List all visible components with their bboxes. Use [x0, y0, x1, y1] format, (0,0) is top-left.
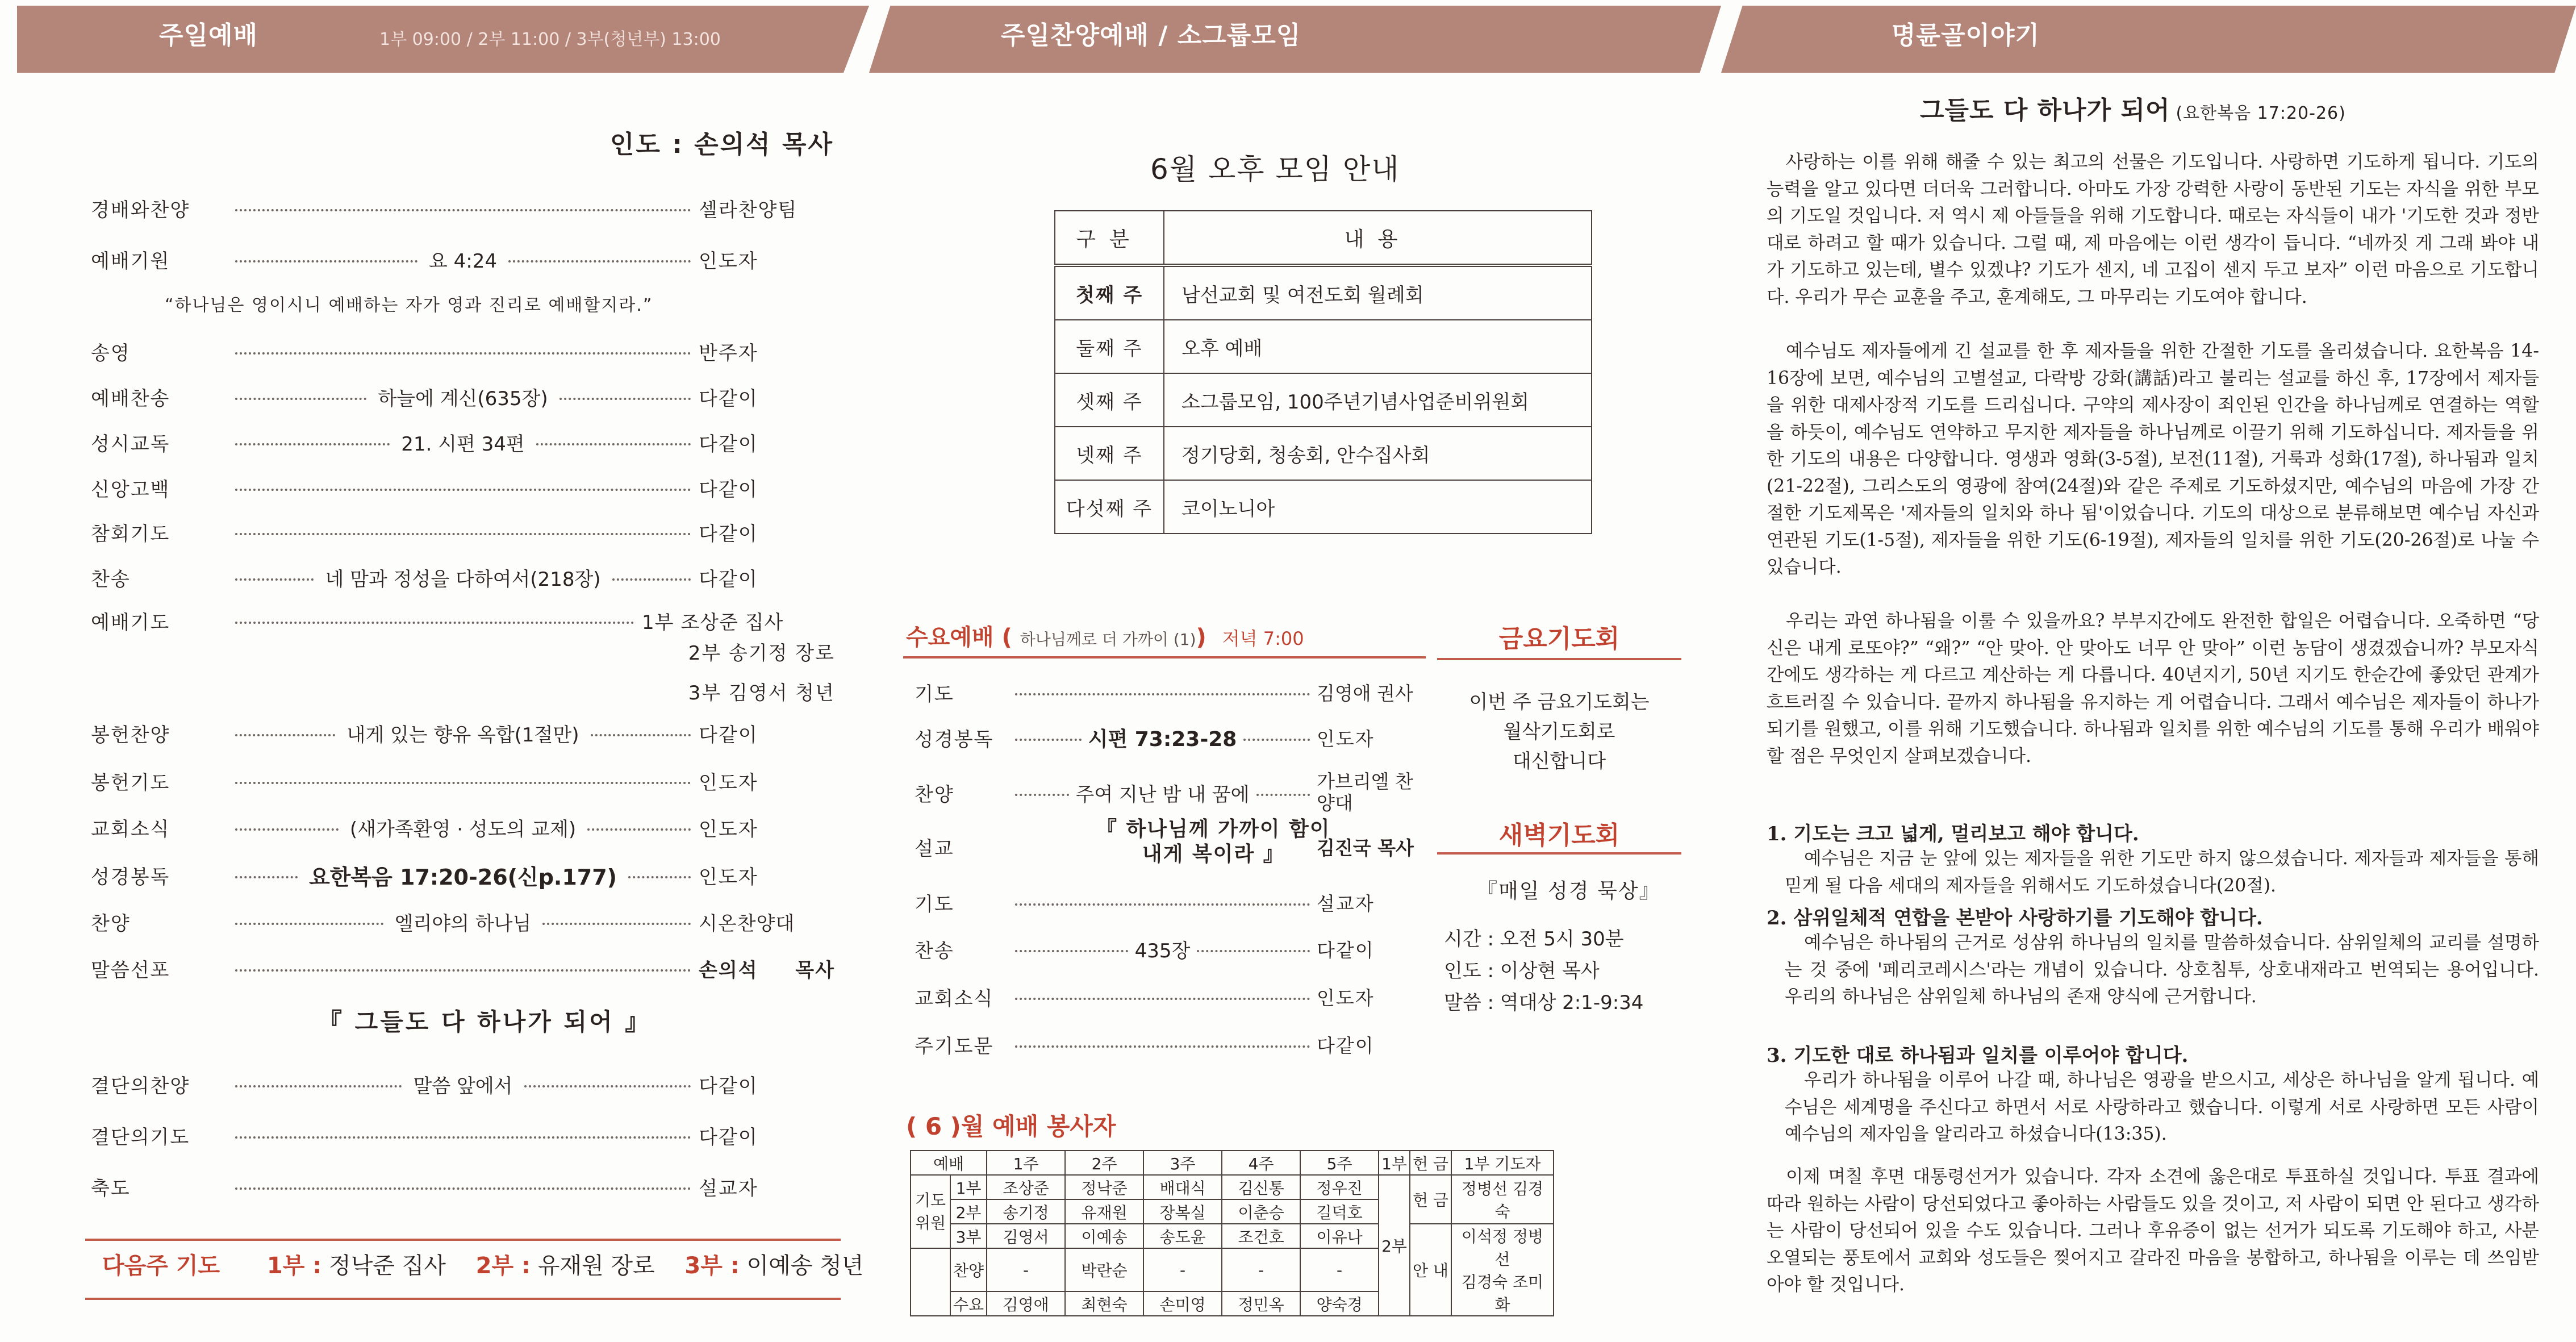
order-row: [91, 907, 835, 936]
vol-service: 1부: [950, 1175, 987, 1199]
sunday-worship-panel: [0, 0, 869, 1342]
vol-name: 손미영: [1143, 1291, 1222, 1316]
dot-leader: [612, 578, 691, 581]
vol-name: 김영애: [987, 1291, 1065, 1316]
order-person: 인도자: [1317, 986, 1375, 1009]
order-content: 말씀 앞에서: [410, 1070, 516, 1098]
order-row: [91, 1172, 835, 1201]
vol-head-cell: 5주: [1300, 1151, 1379, 1175]
dot-leader: [235, 209, 691, 211]
friday-line1: 이번 주 금요기도회는: [1469, 691, 1650, 714]
meeting-content: 소그룹모임, 100주년기념사업준비위원회: [1164, 373, 1592, 427]
order-person: 다같이: [699, 432, 758, 456]
order-person: 다같이: [699, 522, 758, 545]
vol-name: 이유나: [1300, 1224, 1379, 1248]
order-person: 다같이: [1317, 939, 1375, 961]
wed-sermon-line1: 『 하나님께 가까이 함이: [1096, 818, 1331, 841]
order-row: [91, 193, 835, 223]
point-2-heading: 2. 삼위일체적 연합을 본받아 사랑하기를 기도해야 합니다.: [1767, 907, 2263, 930]
meeting-week: 둘째 주: [1055, 320, 1164, 373]
dot-leader: [1015, 794, 1069, 796]
order-row: [91, 382, 835, 411]
meeting-row: [1055, 320, 1592, 373]
order-label: 성경봉독: [915, 728, 994, 751]
dot-leader: [524, 1085, 691, 1087]
vol-service: 수요: [950, 1291, 987, 1316]
vol-name: 이예송: [1065, 1224, 1143, 1248]
vol-name: 길덕호: [1300, 1199, 1379, 1224]
next-week-prayer: [102, 1248, 863, 1280]
dawn-time: 시간 : 오전 5시 30분: [1444, 928, 1624, 951]
vol-service: 찬양: [950, 1248, 987, 1291]
order-content: 하늘에 계신(635장): [374, 383, 551, 411]
evening-worship-panel: [869, 0, 1721, 1342]
order-content: 21. 시편 34편: [398, 428, 528, 456]
meeting-content: 정기당회, 청송회, 안수집사회: [1164, 427, 1592, 480]
order-label: 예배찬송: [91, 387, 170, 410]
dot-leader: [235, 923, 383, 925]
vol-name: -: [1222, 1248, 1300, 1291]
dot-leader: [1015, 739, 1082, 741]
dot-leader: [1015, 903, 1310, 906]
order-label: 참회기도: [91, 522, 170, 545]
order-person: 다같이: [1317, 1034, 1375, 1057]
usher-line2: 김경숙 조미화: [1461, 1273, 1544, 1314]
vol-name: 김신통: [1222, 1175, 1300, 1199]
order-label: 결단의찬양: [91, 1074, 190, 1098]
order-person: 시온찬양대: [699, 912, 795, 935]
order-row: [91, 812, 835, 842]
order-row: [91, 1069, 835, 1099]
usher-line1: 이석정 정병선: [1461, 1227, 1544, 1269]
vol-name: 장복실: [1143, 1199, 1222, 1224]
dawn-leader: 인도 : 이상현 목사: [1444, 960, 1600, 982]
meeting-row: [1055, 480, 1592, 534]
prayer-2bu: 2부 송기정 장로: [688, 642, 835, 665]
meeting-content: 코이노니아: [1164, 480, 1592, 534]
dot-leader: [235, 1085, 402, 1087]
vol-head-cell: 1부 기도자: [1451, 1151, 1554, 1175]
order-row: [91, 473, 835, 502]
order-content: 내게 있는 향유 옥합(1절만): [343, 719, 582, 747]
order-label: 찬송: [91, 568, 131, 591]
order-label: 찬양: [91, 912, 131, 935]
order-content: 주여 지난 밤 내 꿈에: [1075, 783, 1250, 806]
dot-leader: [235, 260, 417, 262]
vol-service: 3부: [950, 1224, 987, 1248]
vol-usher-names: [1451, 1224, 1554, 1316]
dot-leader: [542, 923, 691, 925]
order-person: 다같이: [699, 568, 758, 591]
vol-name: 박란순: [1065, 1248, 1143, 1291]
order-person: 셀라찬양팀: [699, 198, 798, 222]
order-label: 송영: [91, 341, 131, 365]
vol-name: -: [1300, 1248, 1379, 1291]
order-row: [91, 336, 835, 366]
order-content: 435장: [1134, 939, 1191, 962]
tag-1bu: 1부 :: [266, 1253, 322, 1279]
name-1bu: 정낙준 집사: [328, 1253, 446, 1279]
order-person: 다같이: [699, 1126, 758, 1149]
order-label: 봉헌기도: [91, 771, 170, 794]
order-person: 인도자: [699, 249, 758, 273]
order-row: [915, 722, 1414, 753]
vol-name: 최현숙: [1065, 1291, 1143, 1316]
next-heading: 다음주 기도: [102, 1253, 220, 1279]
order-row: [915, 886, 1414, 918]
friday-line3: 대신합니다: [1512, 750, 1606, 773]
dot-leader: [235, 443, 390, 445]
wed-sermon-title: [1096, 817, 1331, 867]
dot-leader: [1256, 794, 1310, 796]
divider: [85, 1298, 841, 1300]
dot-leader: [235, 969, 691, 972]
order-person: 인도자: [1317, 727, 1375, 750]
meeting-week: 첫째 주: [1055, 265, 1164, 320]
dot-leader: [235, 352, 691, 355]
order-label: 설교: [915, 837, 954, 860]
dot-leader: [235, 734, 335, 736]
order-person: 설교자: [699, 1177, 758, 1200]
dot-leader: [235, 876, 298, 878]
order-person: 다같이: [699, 723, 758, 747]
dot-leader: [587, 828, 691, 831]
dot-leader: [628, 876, 691, 878]
meeting-week: 셋째 주: [1055, 373, 1164, 427]
order-row: [915, 981, 1414, 1012]
panel-title: 명륜골이야기: [1892, 21, 2040, 50]
order-row: [915, 676, 1414, 708]
col-content: 내용: [1164, 211, 1592, 265]
divider: [1437, 852, 1681, 855]
order-row: [91, 1120, 835, 1150]
vol-2bu: 2부: [1379, 1175, 1410, 1316]
name-2bu: 유재원 장로: [537, 1253, 655, 1279]
meeting-title: 6월 오후 모임 안내: [1150, 153, 1400, 186]
vol-name: -: [1143, 1248, 1222, 1291]
order-person: 다같이: [699, 1074, 758, 1098]
order-row: [91, 517, 835, 547]
order-label: 예배기원: [91, 249, 170, 273]
order-label: 찬송: [915, 939, 954, 962]
order-label: 축도: [91, 1177, 131, 1200]
order-row: [91, 953, 835, 983]
order-person: 김영애 권사: [1317, 682, 1413, 705]
vol-service: 2부: [950, 1199, 987, 1224]
vol-head-cell: 1부: [1379, 1151, 1410, 1175]
vol-name: 정민옥: [1222, 1291, 1300, 1316]
vol-head-cell: 2주: [1065, 1151, 1143, 1175]
order-content: 네 맘과 정성을 다하여서(218장): [322, 564, 604, 591]
vol-name: 김영서: [987, 1224, 1065, 1248]
order-person: 인도자: [699, 818, 758, 841]
article-title: [1920, 90, 2346, 126]
order-content: 시편 73:23-28: [1088, 727, 1237, 751]
vol-head-cell: 4주: [1222, 1151, 1300, 1175]
dot-leader: [235, 489, 691, 491]
dawn-scripture: 말씀 : 역대상 2:1-9:34: [1444, 991, 1644, 1014]
paragraph-3: 우리는 과연 하나됨을 이룰 수 있을까요? 부부지간에도 완전한 합일은 어렵습니다. 오죽하면 “당신은 내게 로또야?” “왜?” “안 맞아. 안 맞아도 너무 안 맞아” 이런 농담이 생겼겠습니까? 부모자식간에도 생각하는 게 다르고 계산하는 게 다릅니다. 40년지기, 50년 지기도 한순간에 좋았던 관계가 흐트러질 수 있습니다. 끝까지 하나됨을 유지하는 게 어렵습니다. 그래서 예수님은 제자들이 하나가 되기를 원했고, 이를 위해 기도했습니다. 하나됨과 일치를 위한 예수님의 기도를 통해 우리가 배워야 할 점은 무엇인지 살펴보겠습니다.: [1767, 611, 2539, 766]
wed-close: ): [1196, 624, 1206, 651]
meeting-row: [1055, 427, 1592, 480]
order-person: 가브리엘 찬양대: [1317, 770, 1413, 814]
dot-leader: [591, 734, 691, 736]
worship-leader: 인도 : 손의석 목사: [609, 130, 834, 159]
order-content: 엘리야의 하나님: [391, 908, 535, 936]
vol-name: 배대식: [1143, 1175, 1222, 1199]
order-person: 인도자: [699, 865, 758, 889]
vol-group-blank: [911, 1248, 950, 1316]
point-1-body: 예수님은 지금 눈 앞에 있는 제자들을 위한 기도만 하지 않으셨습니다. 제자들과 제자들을 통해 믿게 될 다음 세대의 제자들을 위해서도 기도하셨습니다(20절).: [1785, 848, 2539, 896]
dot-leader: [1015, 1045, 1310, 1048]
point-3-heading: 3. 기도한 대로 하나됨과 일치를 이루어야 합니다.: [1767, 1044, 2189, 1067]
vol-offering-label: 헌 금: [1410, 1175, 1451, 1224]
volunteer-table: [910, 1150, 1554, 1316]
panel-title: 주일찬양예배 / 소그룹모임: [1001, 21, 1301, 50]
vol-name: 이춘승: [1222, 1199, 1300, 1224]
order-person: 반주자: [699, 341, 758, 365]
vol-name: -: [987, 1248, 1065, 1291]
divider: [903, 656, 1426, 659]
dawn-title: 새벽기도회: [1498, 821, 1620, 850]
order-label: 결단의기도: [91, 1126, 190, 1149]
order-label: 찬양: [915, 783, 954, 806]
dot-leader: [235, 533, 691, 535]
dot-leader: [560, 398, 691, 400]
divider: [1437, 658, 1681, 660]
wed-label: 수요예배 (: [906, 624, 1012, 651]
vol-name: 정낙준: [1065, 1175, 1143, 1199]
dawn-subtitle: 『매일 성경 묵상』: [1477, 880, 1661, 903]
point-1-heading: 1. 기도는 크고 넓게, 멀리보고 해야 합니다.: [1767, 823, 2139, 845]
vol-head-cell: 3주: [1143, 1151, 1222, 1175]
order-content: 요한복음 17:20-26(신p.177): [306, 860, 620, 891]
order-label: 말씀선포: [91, 958, 170, 982]
order-label: 기도: [915, 893, 954, 916]
wednesday-title: [906, 619, 1304, 652]
vol-name: 유재원: [1065, 1199, 1143, 1224]
order-person: 인도자: [699, 771, 758, 794]
dawn-info: [1444, 923, 1643, 1019]
order-label: 신앙고백: [91, 478, 170, 501]
order-label: 봉헌찬양: [91, 723, 170, 747]
vol-name: 정우진: [1300, 1175, 1379, 1199]
order-row: [915, 933, 1414, 965]
article-heading: 그들도 다 하나가 되어: [1920, 96, 2170, 125]
dot-leader: [1243, 739, 1310, 741]
volunteer-row: [911, 1175, 1554, 1199]
dot-leader: [235, 398, 366, 400]
dot-leader: [235, 828, 339, 831]
order-label: 성시교독: [91, 432, 170, 456]
friday-line2: 월삭기도회로: [1503, 720, 1615, 743]
vol-offering-names: 정병선 김경숙: [1451, 1175, 1554, 1224]
order-row: [91, 244, 835, 274]
vol-name: 송도윤: [1143, 1224, 1222, 1248]
order-label: 주기도문: [915, 1035, 994, 1058]
friday-notice: [1437, 687, 1681, 776]
wed-sermon-line2: 내게 복이라 』: [1142, 843, 1285, 866]
vol-name: 조상준: [987, 1175, 1065, 1199]
meeting-content: 오후 예배: [1164, 320, 1592, 373]
sermon-title: 『 그들도 다 하나가 되어 』: [318, 1008, 652, 1036]
order-person: 다같이: [699, 387, 758, 410]
scripture-quote: “하나님은 영이시니 예배하는 자가 영과 진리로 예배할지라.”: [165, 295, 653, 315]
order-row: [91, 860, 835, 890]
vol-head-cell: 헌 금: [1410, 1151, 1451, 1175]
col-week: 구분: [1055, 211, 1164, 265]
tag-3bu: 3부 :: [684, 1253, 740, 1279]
divider: [85, 1239, 841, 1241]
order-label: 기도: [915, 682, 954, 706]
order-label: 교회소식: [91, 818, 170, 841]
vol-usher-label: 안 내: [1410, 1224, 1451, 1316]
order-row: [915, 770, 1414, 815]
volunteer-row: [911, 1224, 1554, 1248]
dot-leader: [536, 443, 691, 445]
wed-series: 하나님께로 더 가까이 (1): [1020, 630, 1196, 649]
article-reference: (요한복음 17:20-26): [2176, 103, 2346, 123]
vol-name: 양숙경: [1300, 1291, 1379, 1316]
volunteer-header: [911, 1151, 1554, 1175]
wed-time: 저녁 7:00: [1222, 628, 1304, 649]
column-panel: [1721, 0, 2576, 1342]
tag-2bu: 2부 :: [475, 1253, 531, 1279]
vol-name: 조건호: [1222, 1224, 1300, 1248]
service-times: 1부 09:00 / 2부 11:00 / 3부(청년부) 13:00: [379, 30, 721, 49]
dot-leader: [1015, 693, 1310, 695]
order-person: 1부 조상준 집사: [642, 611, 784, 634]
vol-head-cell: 1주: [987, 1151, 1065, 1175]
dot-leader: [235, 622, 634, 624]
order-row: [91, 562, 835, 592]
order-content: (새가족환영 · 성도의 교제): [346, 814, 579, 841]
vol-name: 송기정: [987, 1199, 1065, 1224]
order-row: [91, 766, 835, 795]
meeting-table: [1054, 210, 1592, 534]
dot-leader: [1197, 950, 1310, 952]
dot-leader: [235, 782, 691, 784]
order-row: [91, 606, 835, 635]
meeting-week: 넷째 주: [1055, 427, 1164, 480]
paragraph-4: 이제 며칠 후면 대통령선거가 있습니다. 각자 소견에 옳은대로 투표하실 것입니다. 투표 결과에 따라 원하는 사람이 당선되었다고 좋아하는 사람들도 있을 것이고, 저 사람이 되면 안 된다고 생각하는 사람이 당선되어 있을 수도 있습니다. 그러나 후유증이 없는 선거가 되도록 기도해야 하고, 사분오열되는 풍토에서 교회와 성도들은 찢어지고 갈라진 마음을 봉합하고, 하나됨을 이루는 데 쓰임받아야 할 것입니다.: [1767, 1166, 2539, 1295]
dot-leader: [1015, 998, 1310, 1000]
header-band: [1721, 6, 2576, 73]
vol-group: 기도 위원: [911, 1175, 950, 1248]
order-person: 설교자: [1317, 892, 1375, 915]
order-label: 성경봉독: [91, 865, 170, 889]
dot-leader: [1015, 950, 1128, 952]
dot-leader: [508, 260, 691, 262]
meeting-row: [1055, 265, 1592, 320]
order-label: 경배와찬양: [91, 198, 190, 222]
order-label: 예배기도: [91, 611, 170, 634]
point-2-body: 예수님은 하나됨의 근거로 성삼위 하나님의 일치를 말씀하셨습니다. 삼위일체의 교리를 설명하는 것 중에 '페리코레시스'라는 개념이 있습니다. 상호침투, 상호내재라고 번역되는 용어입니다. 우리의 하나님은 삼위일체 하나님의 존재 양식에 근거합니다.: [1785, 932, 2539, 1007]
point-3-body: 우리가 하나됨을 이루어 나갈 때, 하나님은 영광을 받으시고, 세상은 하나님을 알게 됩니다. 예수님은 세계명을 주신다고 하면서 서로 사랑하라고 했습니다. 이렇게 서로 사랑하면 모든 사람이 예수님의 제자임을 알리라고 하셨습니다(13:35).: [1785, 1070, 2539, 1144]
order-row: [91, 427, 835, 457]
order-content: 요 4:24: [425, 245, 500, 273]
panel-title: 주일예배: [159, 21, 258, 50]
prayer-3bu: 3부 김영서 청년: [688, 682, 835, 705]
volunteer-title: ( 6 )월 예배 봉사자: [906, 1112, 1116, 1140]
meeting-row: [1055, 373, 1592, 427]
meeting-week: 다섯째 주: [1055, 480, 1164, 534]
friday-title: 금요기도회: [1498, 624, 1620, 653]
order-row: [91, 718, 835, 748]
order-row: [915, 1028, 1414, 1060]
order-label: 교회소식: [915, 987, 994, 1010]
paragraph-1: 사랑하는 이를 위해 해줄 수 있는 최고의 선물은 기도입니다. 사랑하면 기도하게 됩니다. 기도의 능력을 알고 있다면 더더욱 그러합니다. 아마도 가장 강력한 사랑이 동반된 기도는 자식을 위한 부모의 기도일 것입니다. 저 역시 제 아들들을 위해 기도합니다. 때로는 자식들이 내가 '기도한 것과 정반대로 하려고 할 때가 있습니다. 그럴 때, 제 마음에는 이런 생각이 듭니다. “네까짓 게 그래 봐야 내가 기도하고 있는데, 별수 있겠냐? 기도가 센지, 네 고집이 센지 두고 보자” 이런 마음으로 기도합니다. 우리가 무슨 교훈을 주고, 훈계해도, 그 마무리는 기도여야 합니다.: [1767, 152, 2539, 307]
order-person: 김진국 목사: [1317, 836, 1414, 859]
meeting-content: 남선교회 및 여전도회 월례회: [1164, 265, 1592, 320]
dot-leader: [235, 578, 314, 581]
dot-leader: [235, 1187, 691, 1190]
paragraph-2: 예수님도 제자들에게 긴 설교를 한 후 제자들을 위한 간절한 기도를 올리셨습니다. 요한복음 14-16장에 보면, 예수님의 고별설교, 다락방 강화(講話)라고 불리는 설교를 하신 후, 17장에서 제자들을 위한 대제사장적 기도를 드리십니다. 구약의 제사장이 죄인된 인간을 하나님께로 연결하는 역할을 하듯이, 예수님도 연약하고 무지한 제자들을 하나님께로 이끌기 위해 기도하십니다. 제자들을 위한 기도의 내용은 다양합니다. 영생과 영화(3-5절), 보전(11절), 거룩과 성화(17절), 하나됨과 일치(21-22절), 그리스도의 영광에 참여(24절)와 같은 주제로 기도하셨지만, 예수님의 마음에 가장 간절한 기도제목은 '제자들의 일치와 하나 됨'이었습니다. 기도의 대상으로 분류해보면 예수님 자신과 연관된 기도(1-5절), 제자들을 위한 기도(6-19절), 제자들의 일치를 위한 기도(20-26절)로 나눌 수 있습니다.: [1767, 341, 2539, 577]
order-person: 손의석 목사: [699, 958, 835, 982]
name-3bu: 이예송 청년: [746, 1253, 864, 1279]
order-person: 다같이: [699, 478, 758, 501]
vol-head-cell: 예배: [911, 1151, 987, 1175]
dot-leader: [235, 1136, 691, 1139]
